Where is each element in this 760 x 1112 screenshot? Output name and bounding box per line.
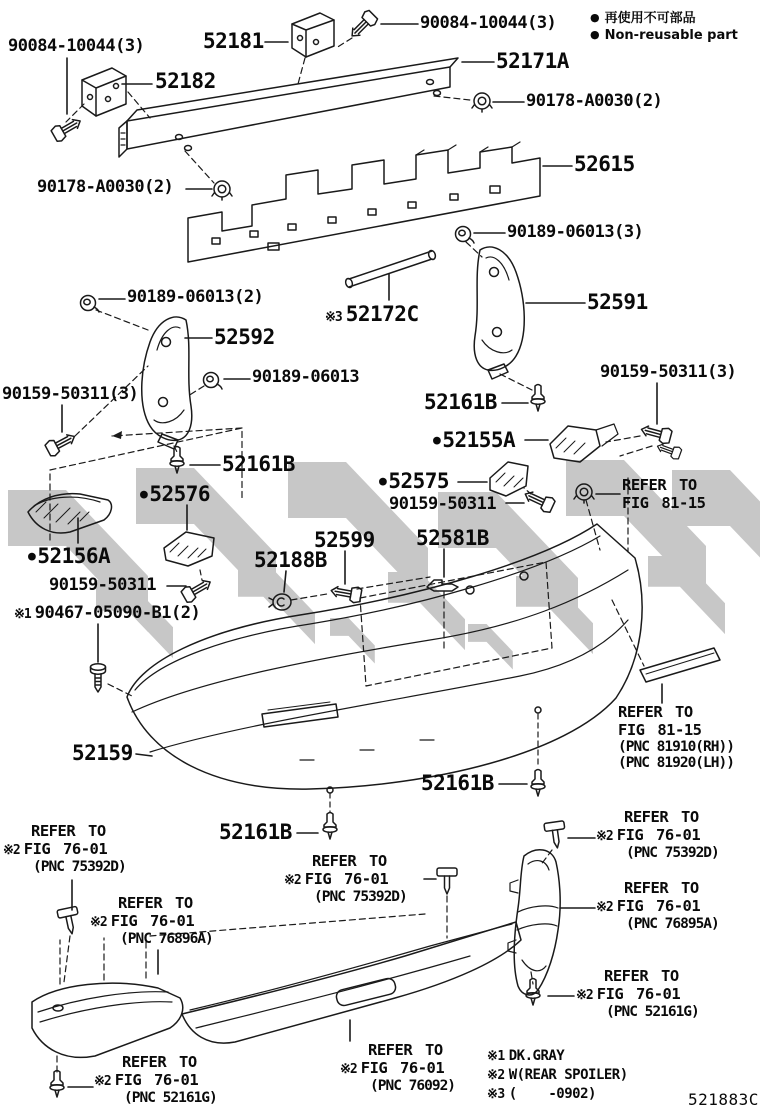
spoiler-center-drawing [182,896,521,1043]
part-label-90178-left: 90178-A0030(2) [37,177,174,197]
nut-90178-left-icon [212,181,232,200]
part-label-52171a: 52171A [496,49,569,73]
legend-en: ● Non-reusable part [590,28,738,43]
part-label-52155a: ●52155A [433,428,516,452]
bracket-52575-drawing [490,462,531,496]
part-label-52182: 52182 [155,69,216,93]
note-ref-3: ※3 [325,310,342,325]
part-label-90189-2: 90189-06013(2) [127,287,264,307]
non-reusable-dot-icon: ● [28,549,36,564]
part-label-90178-right: 90178-A0030(2) [526,91,663,111]
bolt-90467-icon [91,664,106,692]
refer-fig-76-01-52161g-left: REFER TO ※2 FIG 76-01 (PNC 52161G) [94,1053,217,1106]
refer-fig-76-01-52161g-right: REFER TO ※2 FIG 76-01 (PNC 52161G) [576,967,699,1020]
part-label-90159-mid: 90159-50311 [389,494,497,514]
part-label-90159-3-left: 90159-50311(3) [2,384,139,404]
non-reusable-dot-icon: ● [379,474,387,489]
bracket-52155a-drawing [550,424,652,462]
nut-90178-right-icon [472,93,492,112]
part-label-52156a: ●52156A [28,544,111,568]
corner-strip-drawing [612,600,720,682]
diagram-code: 521883C [688,1090,759,1109]
refer-fig-76-01-75392d-center: REFER TO ※2 FIG 76-01 (PNC 75392D) [284,852,407,905]
refer-fig-81-15-upper: REFER TO FIG 81-15 [622,476,706,512]
part-label-52172c: ※3 52172C [325,302,419,326]
part-label-52161b-3: 52161B [421,771,494,795]
screw-90159-right-icon [639,422,672,445]
part-label-52161b-2: 52161B [222,452,295,476]
non-reusable-dot-icon: ● [433,433,441,448]
clip-52161b-bottom-center-icon [323,813,337,840]
note-ref-1: ※1 [14,607,31,622]
legend-jp: ● 再使用不可部品 [590,11,696,26]
clip-90189-3-icon [456,227,475,244]
refer-fig-76-01-76092: REFER TO ※2 FIG 76-01 (PNC 76092) [340,1041,456,1094]
rod-52172c-drawing [345,250,437,289]
part-label-90159-3-right: 90159-50311(3) [600,362,737,382]
clip-75392d-right-icon [544,821,567,850]
part-label-90084-left: 90084-10044(3) [8,36,145,56]
part-label-52591: 52591 [587,290,648,314]
part-label-90189-3: 90189-06013(3) [507,222,644,242]
part-label-52615: 52615 [574,152,635,176]
bolt-90084-left-icon [50,114,84,143]
non-reusable-dot-icon: ● [590,28,600,41]
refer-fig-76-01-76895a: REFER TO ※2 FIG 76-01 (PNC 76895A) [596,879,719,932]
part-label-90159-left2: 90159-50311 [49,575,157,595]
non-reusable-dot-icon: ● [140,487,148,502]
part-label-52599: 52599 [314,528,375,552]
screw-52599-icon [330,583,362,604]
part-label-52576: ●52576 [140,482,211,506]
part-label-52188b: 52188B [254,548,327,572]
refer-fig-81-15-lower: REFER TO FIG 81-15 (PNC 81910(RH)) (PNC 81920(LH)) [618,703,734,771]
part-label-52581b: 52581B [416,526,489,550]
bracket-52182-drawing [66,68,150,122]
clip-75392d-center-icon [437,868,457,894]
part-label-52592: 52592 [214,325,275,349]
part-label-90189: 90189-06013 [252,367,360,387]
clip-52161b-right-icon [531,385,545,412]
part-label-52159: 52159 [72,741,133,765]
footnote-3: ※3 ( -0902) [487,1086,596,1102]
part-label-52161b-1: 52161B [424,390,497,414]
part-label-90467: ※1 90467-05090-B1(2) [14,603,201,623]
bolt-90084-top-icon [346,9,379,42]
energy-absorber-drawing [188,142,540,262]
refer-fig-76-01-75392d-left: REFER TO ※2 FIG 76-01 (PNC 75392D) [3,822,126,875]
refer-fig-76-01-75392d-right: REFER TO ※2 FIG 76-01 (PNC 75392D) [596,808,719,861]
refer-fig-76-01-76896a: REFER TO ※2 FIG 76-01 (PNC 76896A) [90,894,213,947]
clip-90189-icon [204,373,223,390]
part-label-52181: 52181 [203,29,264,53]
spoiler-side-right-drawing [508,850,560,995]
part-label-52161b-4: 52161B [219,820,292,844]
bracket-52181-drawing [292,13,352,84]
bracket-52576-drawing [164,532,214,580]
retainer-52591-drawing [466,242,532,390]
footnote-2: ※2 W(REAR SPOILER) [487,1067,628,1083]
screw-90159-left-icon [44,429,78,457]
non-reusable-dot-icon: ● [590,11,600,24]
screw-90159-52576-icon [180,575,214,604]
part-label-52575: ●52575 [379,469,450,493]
clip-52161g-left-icon [50,1071,64,1098]
part-label-90084-top: 90084-10044(3) [420,13,557,33]
clip-75392d-left-icon [57,906,82,936]
footnote-1: ※1 DK.GRAY [487,1048,565,1064]
clip-52161b-bottom-right-icon [531,770,545,797]
